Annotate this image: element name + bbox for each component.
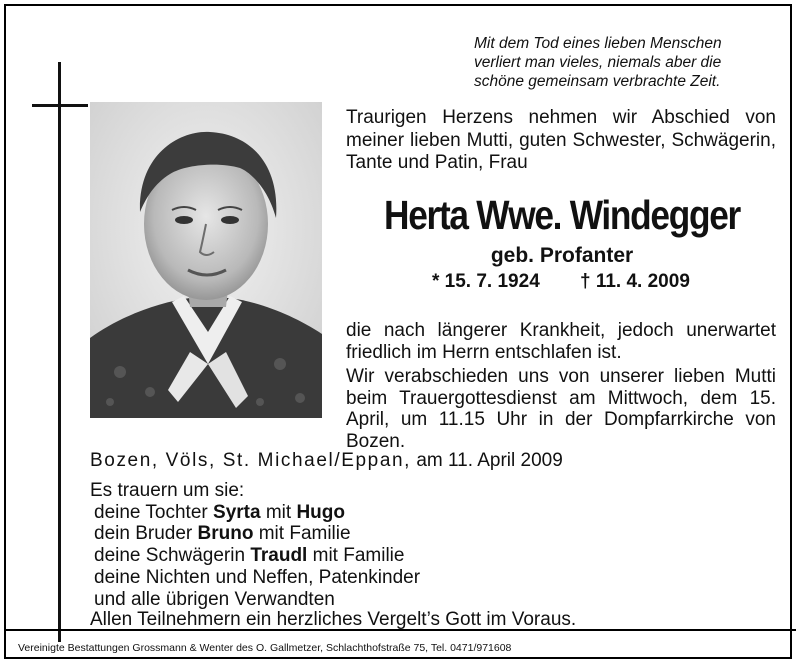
portrait-illustration xyxy=(90,102,322,418)
intro-text: Traurigen Herzens nehmen wir Abschied von meiner lieben Mutti, guten Schwester, Schwägerin, Tante und Patin, Frau xyxy=(346,107,776,173)
mourner-text: deine Tochter xyxy=(94,501,214,523)
mourner-text: mit xyxy=(260,501,297,523)
place-date: am 11. April 2009 xyxy=(416,450,563,471)
mourner-line-nieces: deine Nichten und Neffen, Patenkinder xyxy=(94,566,421,588)
quote-line-2: verliert man vieles, niemals aber die xyxy=(474,54,722,71)
mourner-line-relatives: und alle übrigen Verwandten xyxy=(94,588,335,610)
quote-line-3: schöne gemeinsam verbrachte Zeit. xyxy=(474,73,721,90)
mourners-list xyxy=(90,480,690,610)
maiden-name: geb. Profanter xyxy=(490,244,634,267)
mourner-name: Bruno xyxy=(197,523,254,545)
funeral-home-footer: Vereinigte Bestattungen Grossmann & Wenter des O. Gallmetzer, Schlachthofstraße 75, Tel. 0471/971608 xyxy=(18,642,512,654)
passing-text: die nach längerer Krankheit, jedoch unerwartet friedlich im Herrn entschlafen ist. xyxy=(346,320,776,363)
death-date: † 11. 4. 2009 xyxy=(580,271,690,292)
mourner-name: Syrta xyxy=(213,501,261,523)
service-text: Wir verabschieden uns von unserer lieben Mutti beim Trauergottesdienst am Mittwoch, dem 15. April, um 11.15 Uhr in der Dompfarrkirche von Bozen. xyxy=(346,366,776,452)
mourner-line-daughter xyxy=(90,502,690,524)
thanks-text: Allen Teilnehmern ein herzliches Vergelt’s Gott im Voraus. xyxy=(90,609,577,630)
mourner-line-sister-in-law xyxy=(90,545,690,567)
mourner-text: mit Familie xyxy=(307,545,405,567)
mourner-line-brother xyxy=(90,523,690,545)
mourner-text: mit Familie xyxy=(253,523,351,545)
footer-divider xyxy=(4,629,796,631)
mourners-heading: Es trauern um sie: xyxy=(90,480,245,501)
mourner-name: Hugo xyxy=(296,501,345,523)
cross-vertical-bar xyxy=(58,62,61,642)
birth-date: * 15. 7. 1924 xyxy=(432,271,540,292)
cross-horizontal-bar xyxy=(32,104,88,107)
deceased-name: Herta Wwe. Windegger xyxy=(384,192,740,238)
quote-line-1: Mit dem Tod eines lieben Menschen xyxy=(474,35,722,52)
place-location: Bozen, Völs, St. Michael/Eppan, xyxy=(90,450,412,471)
place-date-line xyxy=(90,450,790,472)
portrait-photo xyxy=(90,102,322,418)
mourner-text: dein Bruder xyxy=(94,523,198,545)
mourner-name: Traudl xyxy=(250,545,308,567)
memorial-quote xyxy=(474,34,774,91)
mourner-text: deine Schwägerin xyxy=(94,545,251,567)
obituary-notice xyxy=(4,4,792,659)
